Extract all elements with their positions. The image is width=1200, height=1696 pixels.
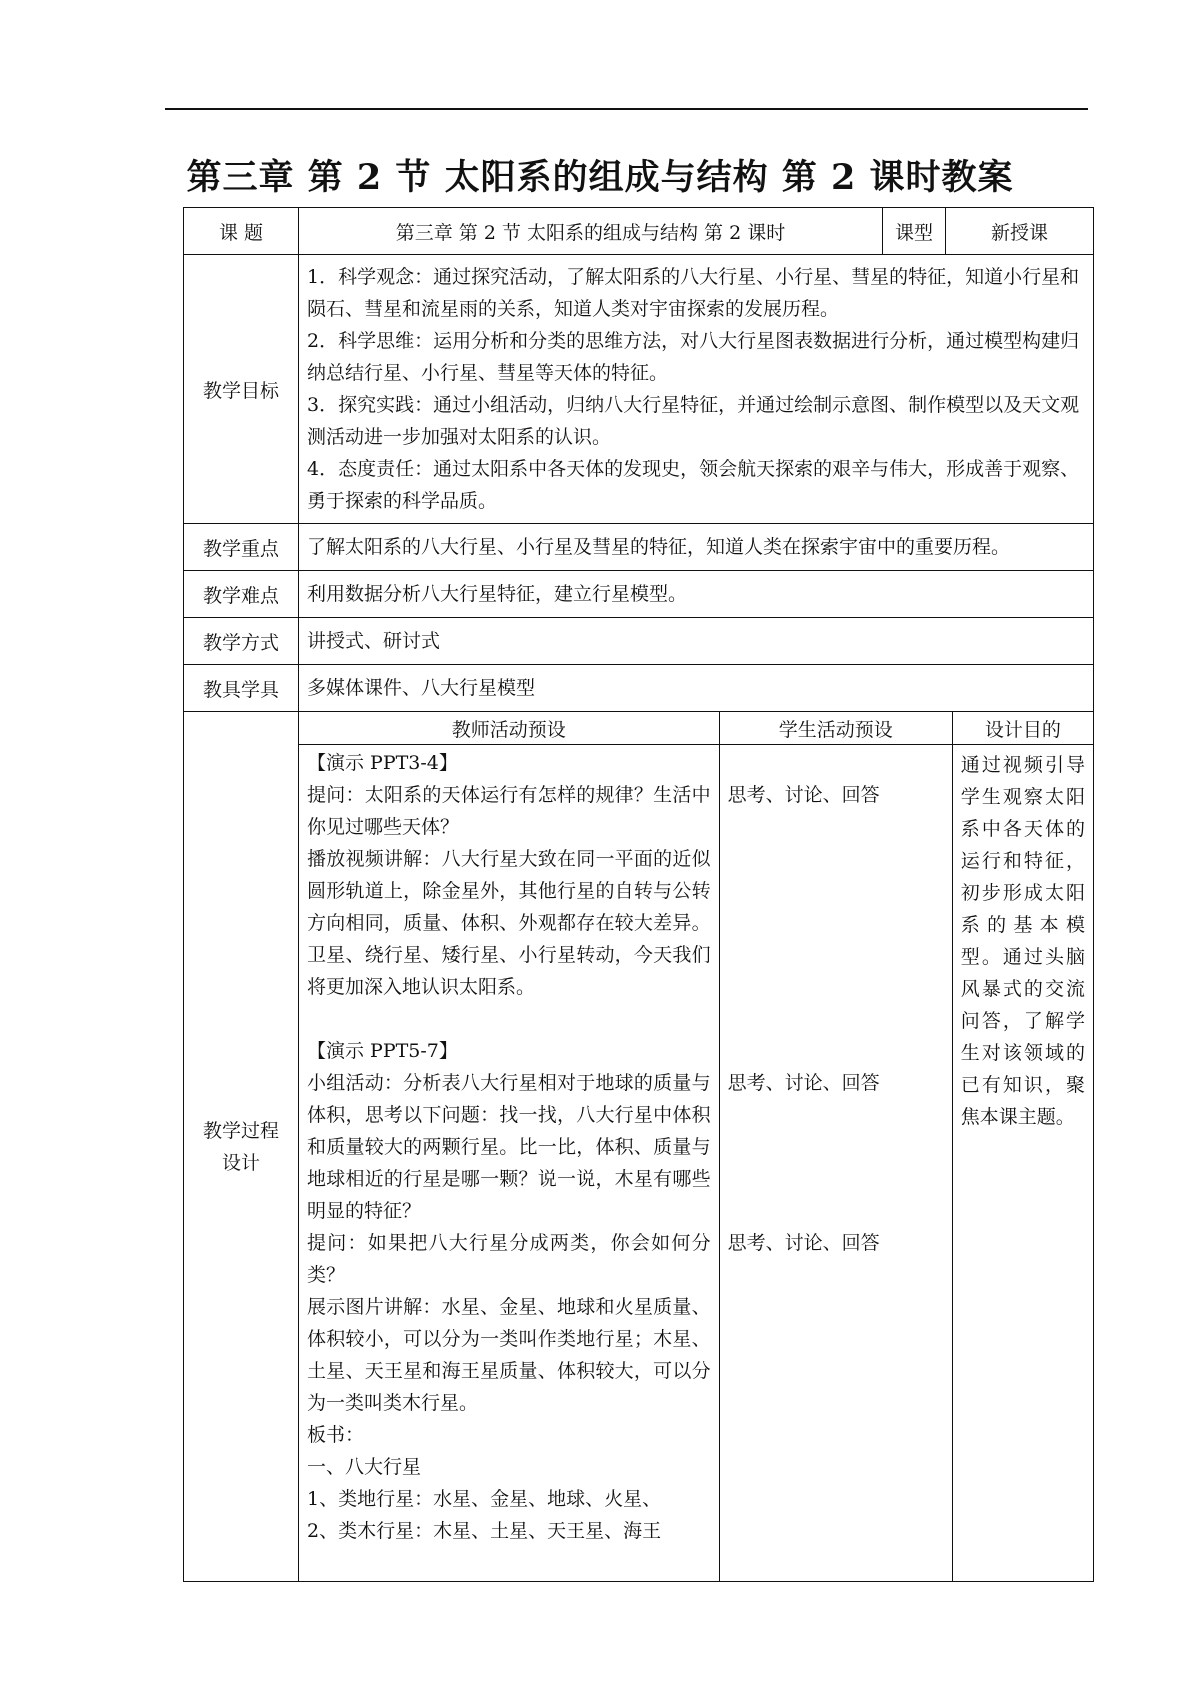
board-line-3: 2、类木行星：木星、土星、天王星、海王 xyxy=(307,1520,662,1542)
lesson-plan-table xyxy=(183,207,1094,1582)
student-activities xyxy=(719,745,952,1582)
student-activity-2: 思考、讨论、回答 xyxy=(727,1072,880,1094)
tools-value: 多媒体课件、八大行星模型 xyxy=(299,665,1094,712)
student-activity-3: 思考、讨论、回答 xyxy=(727,1232,880,1254)
question-1: 提问：太阳系的天体运行有怎样的规律？生活中你见过哪些天体？ xyxy=(307,784,711,838)
goal-item: 1．科学观念：通过探究活动，了解太阳系的八大行星、小行星、彗星的特征，知道小行星和陨石、彗星和流星雨的关系，知道人类对宇宙探索的发展历程。 xyxy=(307,266,1080,320)
purpose-header: 设计目的 xyxy=(952,712,1093,745)
row-goals xyxy=(184,255,1094,524)
picture-explanation: 展示图片讲解：水星、金星、地球和火星质量、体积较小，可以分为一类叫作类地行星；木星、土星、天王星和海王星质量、体积较大，可以分为一类叫类木行星。 xyxy=(307,1296,711,1414)
process-label-line2: 设计 xyxy=(221,1151,260,1174)
key-value: 了解太阳系的八大行星、小行星及彗星的特征，知道人类在探索宇宙中的重要历程。 xyxy=(299,524,1094,571)
process-header-row xyxy=(299,712,1093,745)
teacher-header: 教师活动预设 xyxy=(299,712,719,745)
topic-label: 课 题 xyxy=(184,208,299,255)
process-cell xyxy=(299,712,1094,1582)
teacher-activities xyxy=(299,745,719,1582)
process-body-row xyxy=(299,745,1093,1582)
key-label: 教学重点 xyxy=(184,524,299,571)
goal-item: 3．探究实践：通过小组活动，归纳八大行星特征，并通过绘制示意图、制作模型以及天文观测活动进一步加强对太阳系的认识。 xyxy=(307,394,1080,448)
goal-item: 2．科学思维：运用分析和分类的思维方法，对八大行星图表数据进行分析，通过模型构建归纳总结行星、小行星、彗星等天体的特征。 xyxy=(307,330,1080,384)
question-2: 提问：如果把八大行星分成两类，你会如何分类？ xyxy=(307,1232,711,1286)
row-difficulty xyxy=(184,571,1094,618)
header-rule xyxy=(165,108,1088,110)
board-line-1: 一、八大行星 xyxy=(307,1456,422,1478)
design-purpose: 通过视频引导学生观察太阳系中各天体的运行和特征，初步形成太阳系的基本模型。通过头脑风暴式的交流问答，了解学生对该领域的已有知识，聚焦本课主题。 xyxy=(952,745,1093,1582)
method-label: 教学方式 xyxy=(184,618,299,665)
row-topic xyxy=(184,208,1094,255)
page-title: 第三章 第 2 节 太阳系的组成与结构 第 2 课时教案 xyxy=(186,157,1014,198)
difficulty-value: 利用数据分析八大行星特征，建立行星模型。 xyxy=(299,571,1094,618)
student-header: 学生活动预设 xyxy=(719,712,952,745)
group-activity: 小组活动：分析表八大行星相对于地球的质量与体积，思考以下问题：找一找，八大行星中体积和质量较大的两颗行星。比一比，体积、质量与地球相近的行星是哪一颗？说一说，木星有哪些明显的特征？ xyxy=(307,1072,711,1222)
goal-item: 4．态度责任：通过太阳系中各天体的发现史，领会航天探索的艰辛与伟大，形成善于观察、勇于探索的科学品质。 xyxy=(307,458,1080,512)
goals-label: 教学目标 xyxy=(184,255,299,524)
video-explanation: 播放视频讲解：八大行星大致在同一平面的近似圆形轨道上，除金星外，其他行星的自转与公转方向相同，质量、体积、外观都存在较大差异。卫星、绕行星、矮行星、小行星转动，今天我们将更加深入地认识太阳系。 xyxy=(307,848,711,998)
process-label xyxy=(184,712,299,1582)
student-activity-1: 思考、讨论、回答 xyxy=(727,784,880,806)
row-tools xyxy=(184,665,1094,712)
process-label-line1: 教学过程 xyxy=(202,1119,279,1142)
row-process xyxy=(184,712,1094,1582)
type-value: 新授课 xyxy=(946,208,1094,255)
method-value: 讲授式、研讨式 xyxy=(299,618,1094,665)
board-label: 板书： xyxy=(307,1424,365,1446)
row-method xyxy=(184,618,1094,665)
topic-value: 第三章 第 2 节 太阳系的组成与结构 第 2 课时 xyxy=(299,208,883,255)
board-line-2: 1、类地行星：水星、金星、地球、火星、 xyxy=(307,1488,662,1510)
demo-ppt5-7: 【演示 PPT5-7】 xyxy=(307,1040,458,1062)
tools-label: 教具学具 xyxy=(184,665,299,712)
goals-cell xyxy=(299,255,1094,524)
demo-ppt3-4: 【演示 PPT3-4】 xyxy=(307,752,458,774)
type-label: 课型 xyxy=(883,208,946,255)
difficulty-label: 教学难点 xyxy=(184,571,299,618)
process-table xyxy=(299,712,1093,1581)
row-key xyxy=(184,524,1094,571)
spacer xyxy=(307,1003,711,1035)
